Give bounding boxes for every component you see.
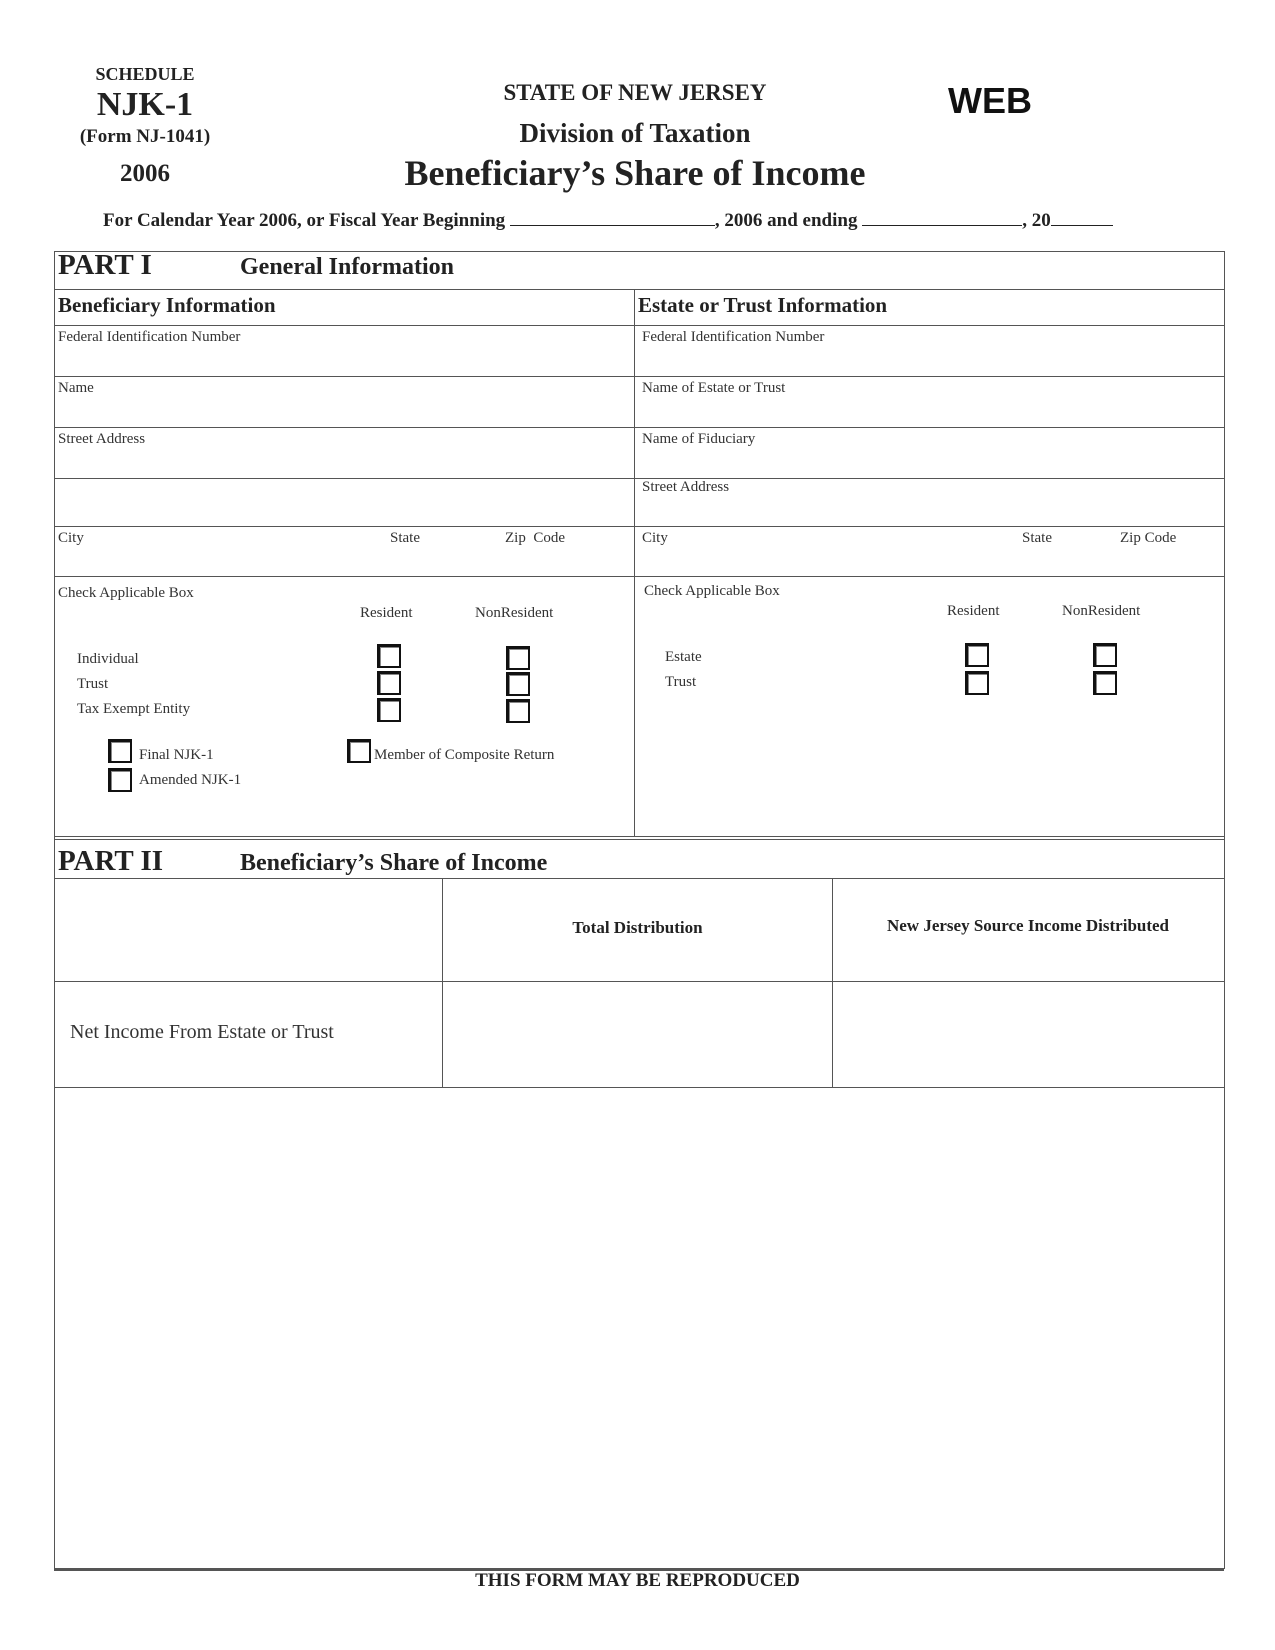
fiscal-end-field[interactable] [862,225,1022,226]
form-year: 2006 [120,160,170,187]
beneficiary-zip-label: Zip Code [505,530,565,546]
estate-heading: Estate or Trust Information [638,293,888,317]
total-distribution-field[interactable] [443,982,831,1086]
fiduciary-name-field[interactable] [635,428,1223,478]
beneficiary-street-field[interactable] [55,428,633,478]
estate-resident-header: Resident [947,603,1000,619]
amended-njk1-checkbox[interactable] [108,768,132,792]
fiscal-begin-field[interactable] [510,225,715,226]
trust-resident-checkbox[interactable] [377,671,401,695]
estate-trust-resident-checkbox[interactable] [965,671,989,695]
period-mid: , 2006 and ending [714,210,858,231]
beneficiary-name-field[interactable] [55,377,633,427]
footer-note: THIS FORM MAY BE REPRODUCED [475,1570,800,1591]
beneficiary-heading: Beneficiary Information [58,293,276,317]
period-prefix: For Calendar Year 2006, or Fiscal Year Beginning [103,210,506,231]
schedule-label: SCHEDULE [95,64,195,84]
estate-trust-nonresident-checkbox[interactable] [1093,671,1117,695]
net-income-label: Net Income From Estate or Trust [70,1021,334,1043]
estate-nonresident-checkbox[interactable] [1093,643,1117,667]
division-name: Division of Taxation [519,118,751,148]
form-id: NJK-1 [96,86,194,123]
individual-resident-checkbox[interactable] [377,644,401,668]
final-njk1-label: Final NJK-1 [139,747,214,763]
beneficiary-fein-label: Federal Identification Number [58,329,241,345]
beneficiary-name-label: Name [58,380,94,396]
fiduciary-name-label: Name of Fiduciary [642,431,756,447]
beneficiary-city-label: City [58,530,84,546]
state-name: STATE OF NEW JERSEY [503,80,767,105]
type-estate-label: Estate [665,649,702,665]
estate-check-label: Check Applicable Box [644,583,780,599]
estate-state-label: State [1022,530,1052,546]
estate-resident-checkbox[interactable] [965,643,989,667]
type-tax-exempt-label: Tax Exempt Entity [77,701,191,717]
estate-city-label: City [642,530,668,546]
period-suffix: , 20 [1022,210,1051,231]
estate-zip-label: Zip Code [1120,530,1177,546]
final-njk1-checkbox[interactable] [108,739,132,763]
part1-label: PART I [58,249,152,281]
estate-nonresident-header: NonResident [1062,603,1141,619]
beneficiary-nonresident-header: NonResident [475,605,554,621]
composite-return-checkbox[interactable] [347,739,371,763]
fiscal-end-year-field[interactable] [1051,225,1113,226]
beneficiary-fein-field[interactable] [55,326,633,376]
type-estate-trust-label: Trust [665,674,697,690]
form-ref: (Form NJ-1041) [79,126,211,147]
estate-street-field[interactable] [635,479,1223,526]
estate-street-label: Street Address [642,479,730,495]
type-individual-label: Individual [77,651,139,667]
page-title: Beneficiary’s Share of Income [404,153,866,193]
beneficiary-city-field[interactable] [55,527,633,576]
trust-nonresident-checkbox[interactable] [506,672,530,696]
nj-source-income-header: New Jersey Source Income Distributed [886,916,1170,935]
beneficiary-state-label: State [390,530,420,546]
individual-nonresident-checkbox[interactable] [506,646,530,670]
estate-fein-label: Federal Identification Number [642,329,825,345]
beneficiary-street2-field[interactable] [55,479,633,526]
part1-title: General Information [240,254,454,280]
amended-njk1-label: Amended NJK-1 [139,772,242,788]
tax-exempt-resident-checkbox[interactable] [377,698,401,722]
tax-period-line [103,210,1113,232]
total-distribution-header: Total Distribution [572,918,703,937]
type-trust-label: Trust [77,676,109,692]
beneficiary-check-label: Check Applicable Box [58,585,194,601]
web-label: WEB [948,80,1032,121]
part2-label: PART II [58,845,164,877]
estate-fein-field[interactable] [635,326,1223,376]
nj-source-income-field[interactable] [833,982,1222,1086]
beneficiary-resident-header: Resident [360,605,413,621]
beneficiary-street-label: Street Address [58,431,146,447]
estate-name-field[interactable] [635,377,1223,427]
estate-city-field[interactable] [635,527,1223,576]
tax-exempt-nonresident-checkbox[interactable] [506,699,530,723]
composite-return-label: Member of Composite Return [374,747,555,763]
estate-name-label: Name of Estate or Trust [642,380,786,396]
part2-title: Beneficiary’s Share of Income [240,850,548,876]
